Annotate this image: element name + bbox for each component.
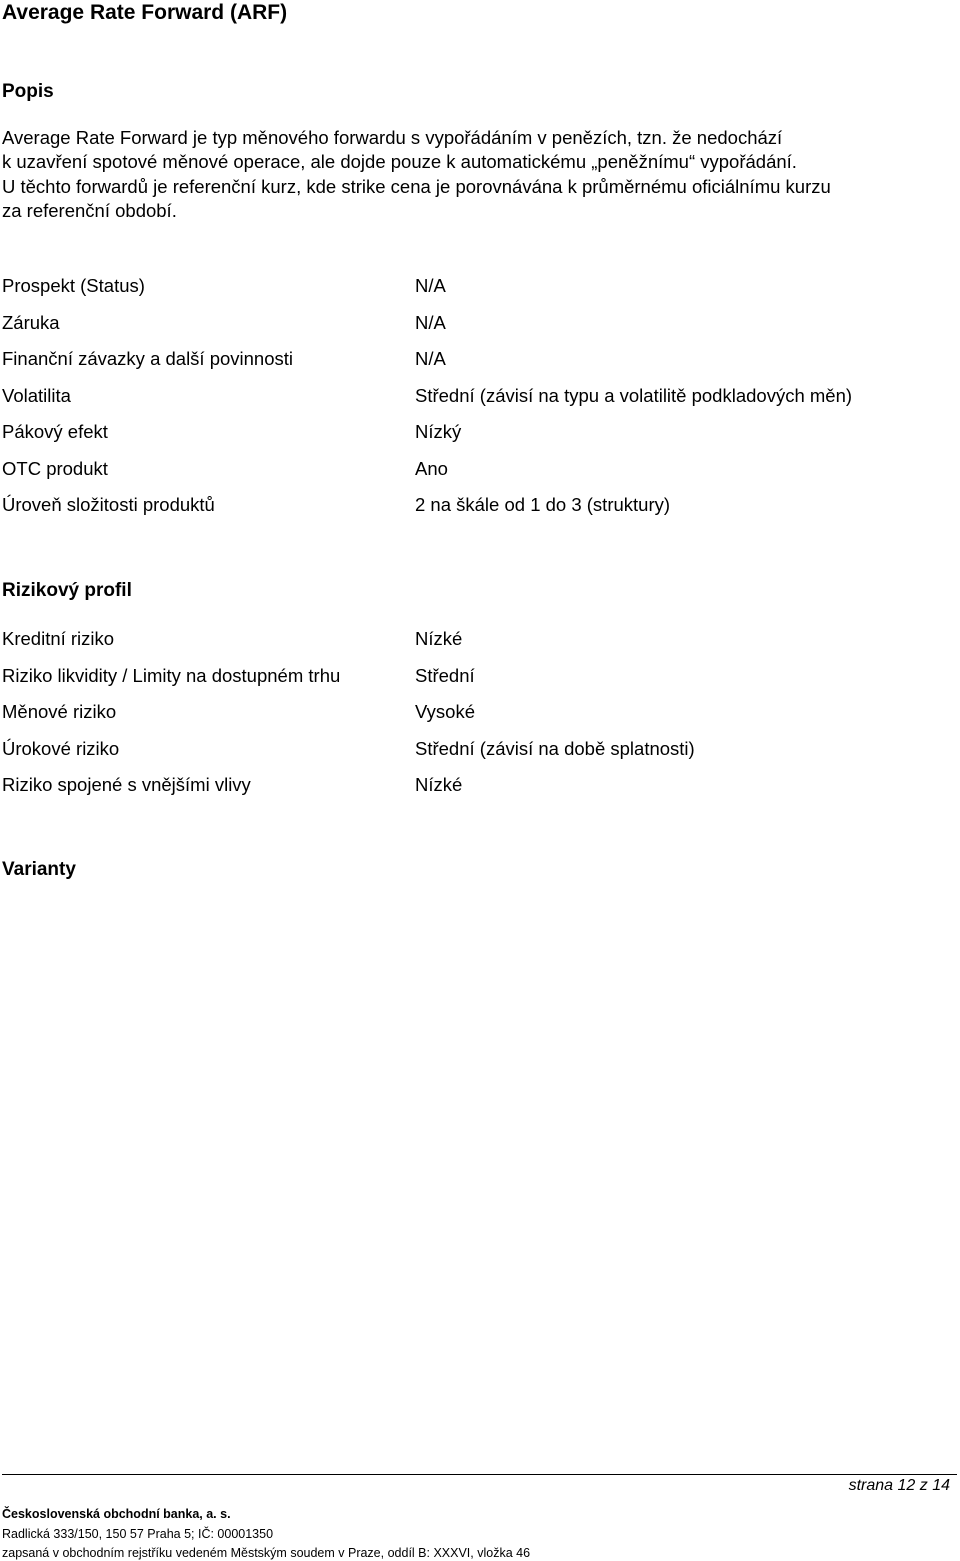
footer-registry: zapsaná v obchodním rejstříku vedeném Městským soudem v Praze, oddíl B: XXXVI, vložka 46	[2, 1546, 531, 1560]
property-value: Nízký	[415, 421, 462, 442]
property-value: Střední (závisí na typu a volatilitě podkladových měn)	[415, 384, 853, 406]
footer-company-name: Československá obchodní banka, a. s.	[2, 1507, 231, 1521]
property-row-volatilita	[2, 384, 942, 421]
footer-divider	[2, 1474, 957, 1475]
risk-value: Střední	[415, 664, 475, 686]
property-value: 2 na škále od 1 do 3 (struktury)	[415, 494, 671, 515]
description-heading: Popis	[2, 81, 54, 102]
property-value: Ano	[415, 457, 448, 479]
risk-value: Vysoké	[415, 701, 475, 722]
properties-table	[2, 274, 942, 530]
property-label: Pákový efekt	[2, 421, 108, 442]
risk-value: Nízké	[415, 774, 463, 795]
risk-label: Kreditní riziko	[2, 628, 115, 649]
risk-label: Riziko spojené s vnějšími vlivy	[2, 774, 251, 795]
property-row-pakovy-efekt	[2, 420, 942, 457]
description-paragraph	[2, 126, 952, 223]
description-line: Average Rate Forward je typ měnového forwardu s vypořádáním v penězích, tzn. že nedochází	[2, 127, 783, 148]
property-label: Volatilita	[2, 384, 71, 406]
property-label: Prospekt (Status)	[2, 275, 145, 296]
property-row-zaruka	[2, 311, 942, 348]
description-line: U těchto forwardů je referenční kurz, kde strike cena je porovnávána k průměrnému oficiálnímu kurzu	[2, 175, 831, 197]
property-label: OTC produkt	[2, 457, 108, 479]
property-label: Finanční závazky a další povinnosti	[2, 348, 294, 369]
risk-row-likvidita	[2, 664, 942, 701]
page-number: strana 12 z 14	[848, 1477, 950, 1494]
description-line: k uzavření spotové měnové operace, ale dojde pouze k automatickému „peněžnímu“ vypořádání.	[2, 151, 797, 173]
risk-row-kreditni	[2, 627, 942, 664]
risk-label: Měnové riziko	[2, 701, 117, 722]
property-row-otc-produkt	[2, 457, 942, 494]
risk-profile-table	[2, 627, 942, 810]
property-row-uroven-slozitosti	[2, 493, 942, 530]
risk-profile-heading: Rizikový profil	[2, 580, 132, 601]
risk-value: Nízké	[415, 628, 463, 649]
property-value: N/A	[415, 275, 446, 296]
risk-value: Střední (závisí na době splatnosti)	[415, 737, 695, 759]
risk-label: Riziko likvidity / Limity na dostupném trhu	[2, 664, 341, 686]
document-title: Average Rate Forward (ARF)	[2, 1, 288, 24]
property-row-prospekt	[2, 274, 942, 311]
property-label: Úroveň složitosti produktů	[2, 494, 215, 515]
property-value: N/A	[415, 348, 446, 369]
risk-row-urokove	[2, 737, 942, 774]
footer-address: Radlická 333/150, 150 57 Praha 5; IČ: 00001350	[2, 1527, 274, 1541]
variants-heading: Varianty	[2, 859, 76, 880]
property-row-financni-zavazky	[2, 347, 942, 384]
property-label: Záruka	[2, 311, 60, 333]
risk-row-menove	[2, 700, 942, 737]
property-value: N/A	[415, 311, 446, 333]
description-line: za referenční období.	[2, 199, 177, 221]
risk-label: Úrokové riziko	[2, 737, 120, 759]
risk-row-vnejsi-vlivy	[2, 773, 942, 810]
